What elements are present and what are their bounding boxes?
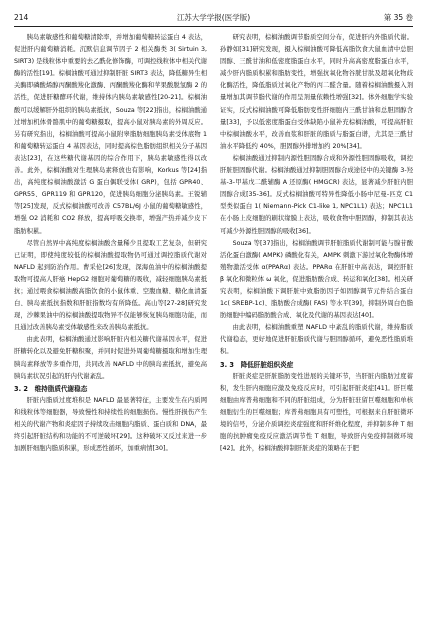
paragraph: 棕榈油酸通过抑制内源性胆固醇合成和外源性胆固醇吸收，调控肝脏胆固醇代谢。棕榈油酸通过抑制胆固醇合成途径中的关键酶 3-羟基-3-甲基戊二酰辅酶 A 还原酶( HMGCR) 表达，显著减少肝脏内胆固醇合成[35-36]。反式棕榈油酸可特异性降低小肠中尼曼-匹克 C1 型类似蛋白 1( Niemann-Pick C1-like 1, NPC1L1) 表达；NPC1L1 在小肠上皮细胞的刷状缘膜上表达，吸收食物中胆固醇，抑制其表达可减少外源性胆固醇的吸收[36]。	[220, 154, 413, 235]
volume-label: 第 35 卷	[383, 13, 413, 22]
page-header	[14, 12, 413, 24]
right-column	[220, 32, 413, 624]
page-number: 214	[14, 13, 29, 22]
journal-title: 江苏大学学报(医学版)	[176, 13, 251, 22]
section-heading: 3. 3 降低肝脏组织炎症	[220, 360, 294, 369]
paragraph: 肝脏内脂质过度堆积是 NAFLD 最显著特征，主要发生在内质网和线粒体等细胞器，导致慢性和持续性的细胞损伤。慢性肝损伤产生相关的代谢产物和炎症因子持续攻击细胞内脂质、蛋白质和 DNA，最终引起肝脏结构和功能的不可逆破坏[29]。这种破坏又反过来进一步加剧肝细胞内脂质积累，形成恶性循环，加重病情[30]。	[14, 396, 207, 453]
paragraph: 肝脏炎症是肝脏脂肪变性进展的关键环节，当肝脏内脂肪过度蓄积，发生肝内细胞应激及免疫反应时，可引起肝脏炎症[41]。肝巨噬细胞由库普弗细胞和不同的肝脏组成，分为肝脏驻留巨噬细胞和单核细胞衍生的巨噬细胞；库普弗细胞具有可塑性，可根据来自肝脏微环境的信号，分泌介质调控炎症强度和肝纤维化程度，并抑制多种 T 细胞的抗肿瘤免疫反应激活调节性 T 细胞，导致肝内免疫抑制微环境[42]。此外，棕榈油酸抑制肝脏炎症的策略在于肥	[220, 372, 413, 453]
paragraph: 研究表明，棕榈油酸调节脂质空间分布，促进肝内外脂质代谢。孙静如[31]研究发现，摄入棕榈油酸可降低高脂饮食大鼠血清中总胆固醇、三酰甘油和低密度脂蛋白水平，同时升高高密度脂蛋白水平，减少肝内脂质积累和脂肪变性，增强抗氧化物谷胱甘肽及超氧化物歧化酶活性，降低脂质过氧化产物的丙二醛含量。随着棕榈油酸摄入剂量增加其调节脂代谢的作用呈剂量依赖性增强[32]。体外细胞学实验证实，反式棕榈油酸可降低脂肪变性肝细胞内三酰甘油和总胆固醇含量[33]，予以低密度脂蛋白受体缺陷小鼠补充棕榈油酸，可提高肝脏中棕榈油酸水平，改善血浆和肝脏的脂质与脂蛋白谱，尤其是三酰甘油水平降低约 40%，胆固醇外排增加约 20%[34]。	[220, 34, 413, 150]
header-rule	[14, 26, 413, 27]
paragraph: 尽管自然界中高纯度棕榈油酸含量稀少且提取工艺复杂，但研究已证明，即使纯度较低的棕榈油酸提取物仍可通过调控脂质代谢对 NAFLD 起到防治作用。曹采伦[26]发现，深海鱼油中的棕榈油酸提取物可提高人肝癌 HepG2 细胞对葡萄糖的吸收，减轻细胞胰岛素抵抗；通过喂食棕榈油酸高脂饮食的小鼠体重、空腹血糖、糖化血清蛋白、胰岛素抵抗指数和肝脏指数均有所降低。高山等[27-28]研究发现，沙棘果油中的棕榈油酸提取物异不仅能够恢复胰岛细胞功能，而且通过改善胰岛素受体敏感性来改善胰岛素抵抗。	[14, 239, 207, 332]
paragraph: 由此表明，棕榈油酸通过影响肝脏内相关糖代谢基因水平，促进肝糖转化以及避免肝糖积聚，并同时促进外周葡萄糖摄取和增加生理胰岛素释放等多重作用，共同改善 NAFLD 中的胰岛素抵抗，避免高胰岛素状况引起的肝内代谢紊乱。	[14, 336, 207, 380]
left-column	[14, 32, 207, 624]
paragraph: 由此表明，棕榈油酸重塑 NAFLD 中紊乱的脂质代谢，维持脂质代谢稳态，更好地促进肝脏脂质代谢与胆固醇循环，避免恶性脂质堆积。	[220, 324, 413, 356]
section-heading: 3. 2 维持脂质代谢稳态	[14, 384, 88, 393]
paragraph: 胰岛素敏感性和葡萄糖清除率，并增加葡萄糖转运蛋白 4 表达，促进肝内葡萄糖消耗。沉默信息调节因子 2 相关酶类 3( Sirtuin 3, SIRT3) 是线粒体中重要的去乙酰化修饰酶，可调控线粒体中相关代谢酶的活性[19]。棕榈油酸可通过抑制肝脏 SIRT3 表达，降低糖异生相关酶即磷酸烯醇丙酮酸羧化激酶、丙酮酸羧化酶和苹果酸脱氢酶 2 的活性，促进肝糖酵环代谢，维持体内胰岛素敏感性[20-21]。棕榈油酸可以缓解肝外组织的胰岛素抵抗，Souza 等[22]指出，棕榈油酸通过增加机体骨骼肌中的葡萄糖摄取，提高小鼠对胰岛素的外周反应。另有研究指出，棕榈油酸可提高小鼠附睾脂肪细胞胰岛素受体底物 1 和葡萄糖转运蛋白 4 基因表达，同时提高棕色脂肪组织相关分子基因表达[23]，在这些糖代谢基因的综合作用下，胰岛素敏感性得以改善。此外，棕榈油酸对生理胰岛素释放也有影响，Korkus 等[24]指出，高纯度棕榈油酸激活 G 蛋白偶联受体( GRP)，包括 GPR40、GPR55、GPR119 和 GPR120，促进胰岛细胞分泌胰岛素。王锐辅等[25]发现，反式棕榈油酸可改善 C57BL/6J 小鼠的葡萄糖敏感性，增强 O2 消耗和 CO2 释放，提高呼吸交换率，增强产热并减少皮下脂肪积累。	[14, 34, 207, 235]
paragraph: Souza 等[37]指出，棕榈油酸调节肝脏脂质代谢制可能与腺苷酸活化蛋白激酶( AMPK) 磷酸化有关，AMPK 刺激下游过氧化物酶体增殖物激活受体 α(PPARα) 表达。PPARα 在肝脏中高表达，调控肝脏 β 氧化和微粒体 ω 氧化，促进脂肪酸合成、转运和氧化[38]。相关研究表明，棕榈油酸下调肝脏中致脂肪因子如固醇调节元件结合蛋白 1c( SREBP-1c)、脂肪酸合成酶( FAS) 等水平[39]，抑制外周白色脂肪细胞中编码脂肪酸合成、氧化及代谢的基因表达[40]。	[220, 239, 413, 320]
